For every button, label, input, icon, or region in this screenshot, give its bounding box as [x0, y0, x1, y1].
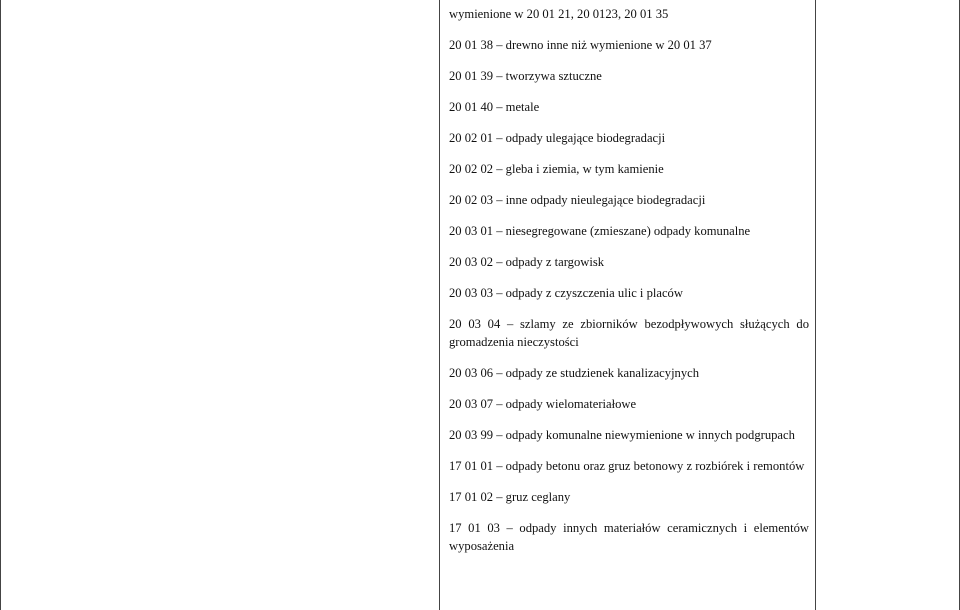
table-cell-left	[1, 0, 440, 610]
list-item: 20 03 06 – odpady ze studzienek kanalizacyjnych	[449, 366, 700, 380]
list-item: 20 03 02 – odpady z targowisk	[449, 255, 605, 269]
table-cell-right	[816, 0, 960, 610]
list-item: 20 01 38 – drewno inne niż wymienione w 20 01 37	[449, 38, 712, 52]
list-item: 20 02 01 – odpady ulegające biodegradacji	[449, 131, 666, 145]
list-item: 17 01 02 – gruz ceglany	[449, 490, 571, 504]
list-item: 20 01 40 – metale	[449, 100, 540, 114]
list-item: 17 01 01 – odpady betonu oraz gruz betonowy z rozbiórek i remontów	[449, 459, 805, 473]
list-item: 20 03 04 – szlamy ze zbiorników bezodpływowych służących do gromadzenia nieczystości	[449, 317, 809, 349]
list-item: 20 03 99 – odpady komunalne niewymienione w innych podgrupach	[449, 428, 795, 442]
table-cell-waste-codes	[440, 0, 816, 610]
list-item: 20 03 03 – odpady z czyszczenia ulic i placów	[449, 286, 683, 300]
list-item: 20 02 02 – gleba i ziemia, w tym kamienie	[449, 162, 664, 176]
table-row	[1, 0, 960, 610]
list-item: 20 03 01 – niesegregowane (zmieszane) odpady komunalne	[449, 224, 751, 238]
list-item: 20 02 03 – inne odpady nieulegające biodegradacji	[449, 193, 706, 207]
list-item: 17 01 03 – odpady innych materiałów ceramicznych i elementów wyposażenia	[449, 521, 809, 553]
list-item: 20 01 39 – tworzywa sztuczne	[449, 69, 602, 83]
list-item: wymienione w 20 01 21, 20 0123, 20 01 35	[449, 7, 669, 21]
list-item: 20 03 07 – odpady wielomateriałowe	[449, 397, 637, 411]
waste-code-list	[440, 0, 815, 610]
